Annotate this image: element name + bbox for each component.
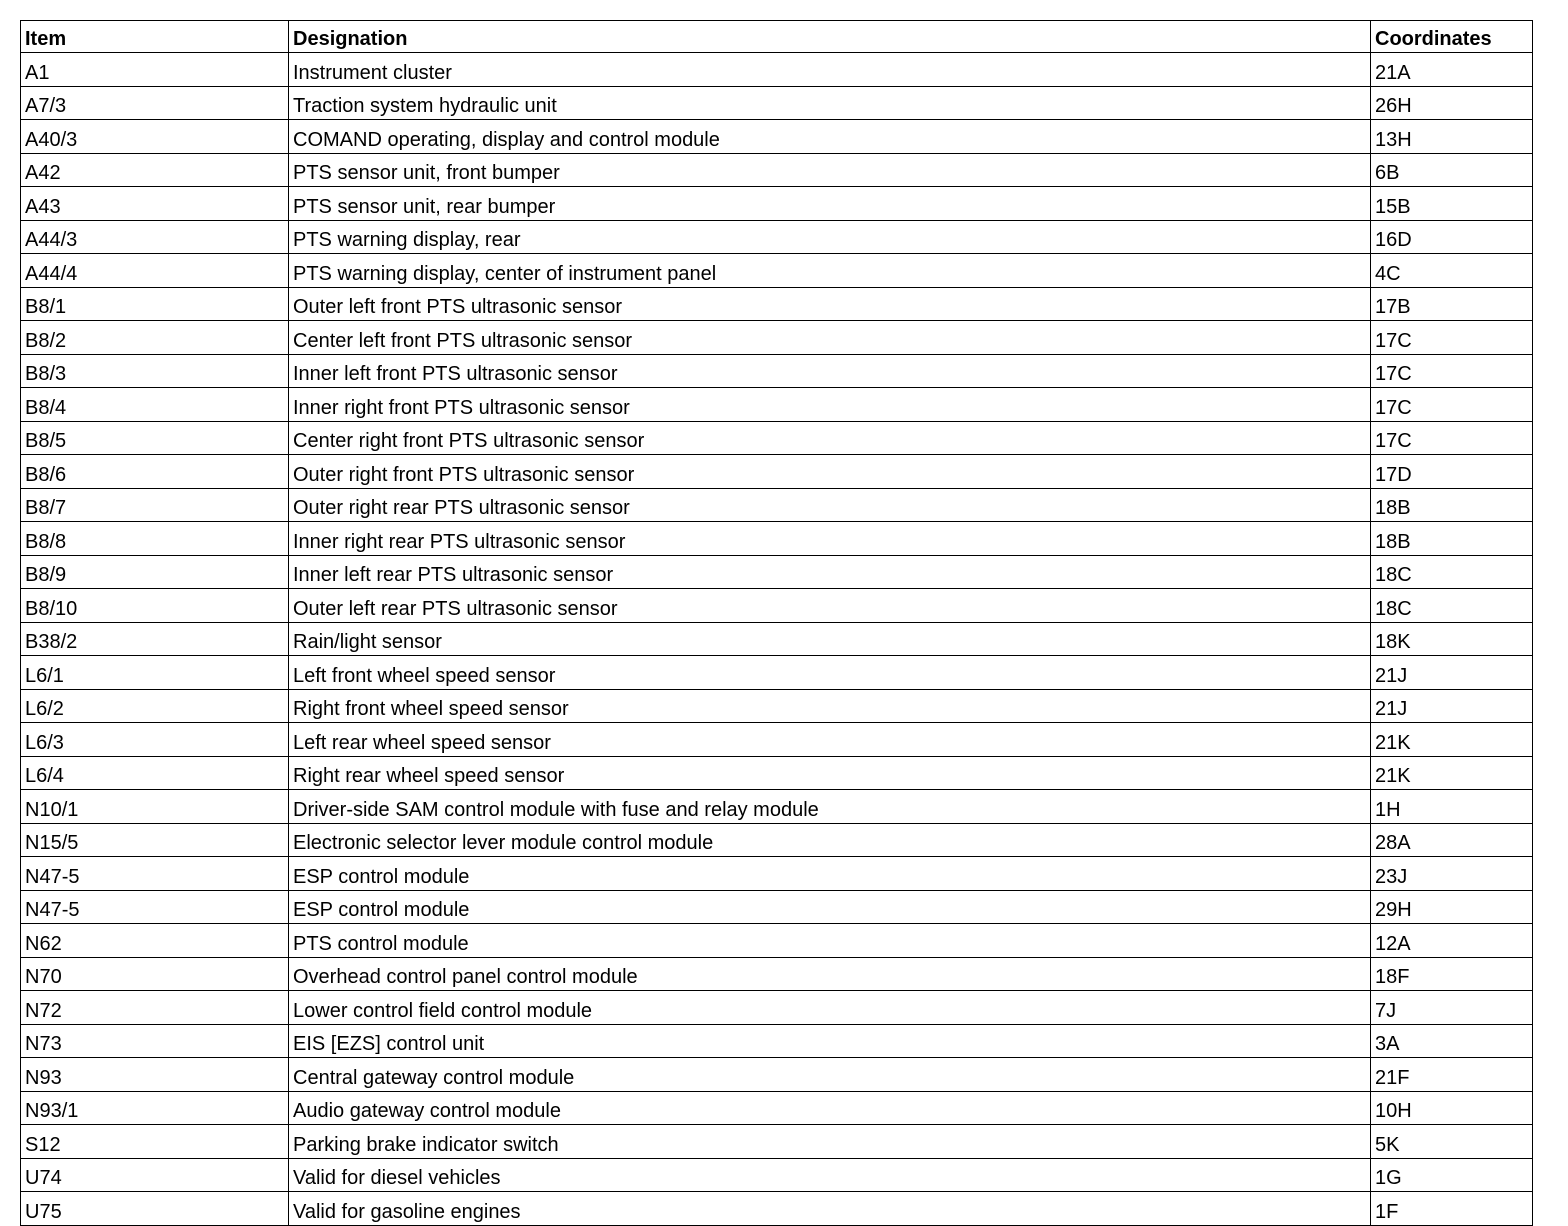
cell-item: N47-5 bbox=[21, 890, 289, 924]
cell-item: N93 bbox=[21, 1058, 289, 1092]
cell-coordinates: 1F bbox=[1371, 1192, 1533, 1226]
table-row bbox=[21, 1125, 1533, 1159]
table-row bbox=[21, 187, 1533, 221]
cell-item: B8/6 bbox=[21, 455, 289, 489]
cell-item: B8/2 bbox=[21, 321, 289, 355]
table-row bbox=[21, 555, 1533, 589]
cell-coordinates: 21J bbox=[1371, 689, 1533, 723]
cell-item: A44/4 bbox=[21, 254, 289, 288]
table-row bbox=[21, 153, 1533, 187]
cell-designation: Inner left rear PTS ultrasonic sensor bbox=[289, 555, 1371, 589]
cell-designation: PTS sensor unit, rear bumper bbox=[289, 187, 1371, 221]
cell-coordinates: 10H bbox=[1371, 1091, 1533, 1125]
cell-designation: Right rear wheel speed sensor bbox=[289, 756, 1371, 790]
cell-designation: Lower control field control module bbox=[289, 991, 1371, 1025]
cell-coordinates: 1G bbox=[1371, 1158, 1533, 1192]
cell-item: B8/8 bbox=[21, 522, 289, 556]
table-row bbox=[21, 957, 1533, 991]
cell-item: B8/4 bbox=[21, 388, 289, 422]
cell-item: A1 bbox=[21, 53, 289, 87]
table-row bbox=[21, 622, 1533, 656]
header-item: Item bbox=[21, 21, 289, 53]
cell-designation: Valid for diesel vehicles bbox=[289, 1158, 1371, 1192]
cell-designation: Outer right front PTS ultrasonic sensor bbox=[289, 455, 1371, 489]
table-row bbox=[21, 1158, 1533, 1192]
table-row bbox=[21, 522, 1533, 556]
table-row bbox=[21, 924, 1533, 958]
cell-coordinates: 1H bbox=[1371, 790, 1533, 824]
table-row bbox=[21, 321, 1533, 355]
cell-coordinates: 12A bbox=[1371, 924, 1533, 958]
cell-coordinates: 21K bbox=[1371, 756, 1533, 790]
cell-designation: Outer left front PTS ultrasonic sensor bbox=[289, 287, 1371, 321]
cell-item: L6/1 bbox=[21, 656, 289, 690]
cell-designation: PTS sensor unit, front bumper bbox=[289, 153, 1371, 187]
cell-item: B38/2 bbox=[21, 622, 289, 656]
cell-designation: EIS [EZS] control unit bbox=[289, 1024, 1371, 1058]
cell-designation: Outer right rear PTS ultrasonic sensor bbox=[289, 488, 1371, 522]
cell-designation: Center right front PTS ultrasonic sensor bbox=[289, 421, 1371, 455]
table-row bbox=[21, 220, 1533, 254]
cell-coordinates: 29H bbox=[1371, 890, 1533, 924]
cell-designation: ESP control module bbox=[289, 890, 1371, 924]
cell-designation: Center left front PTS ultrasonic sensor bbox=[289, 321, 1371, 355]
cell-coordinates: 6B bbox=[1371, 153, 1533, 187]
cell-item: B8/7 bbox=[21, 488, 289, 522]
cell-item: A7/3 bbox=[21, 86, 289, 120]
cell-coordinates: 23J bbox=[1371, 857, 1533, 891]
header-designation: Designation bbox=[289, 21, 1371, 53]
cell-item: A44/3 bbox=[21, 220, 289, 254]
cell-item: U74 bbox=[21, 1158, 289, 1192]
cell-coordinates: 17C bbox=[1371, 421, 1533, 455]
cell-designation: PTS warning display, center of instrument panel bbox=[289, 254, 1371, 288]
cell-designation: Inner right front PTS ultrasonic sensor bbox=[289, 388, 1371, 422]
table-body bbox=[21, 53, 1533, 1226]
cell-coordinates: 18K bbox=[1371, 622, 1533, 656]
cell-item: B8/3 bbox=[21, 354, 289, 388]
cell-coordinates: 5K bbox=[1371, 1125, 1533, 1159]
cell-coordinates: 16D bbox=[1371, 220, 1533, 254]
cell-coordinates: 21K bbox=[1371, 723, 1533, 757]
cell-coordinates: 17B bbox=[1371, 287, 1533, 321]
table-row bbox=[21, 589, 1533, 623]
table-row bbox=[21, 991, 1533, 1025]
cell-coordinates: 26H bbox=[1371, 86, 1533, 120]
cell-item: N73 bbox=[21, 1024, 289, 1058]
cell-coordinates: 21J bbox=[1371, 656, 1533, 690]
cell-designation: PTS warning display, rear bbox=[289, 220, 1371, 254]
cell-coordinates: 17C bbox=[1371, 321, 1533, 355]
cell-designation: Parking brake indicator switch bbox=[289, 1125, 1371, 1159]
cell-coordinates: 15B bbox=[1371, 187, 1533, 221]
table-row bbox=[21, 823, 1533, 857]
cell-item: L6/2 bbox=[21, 689, 289, 723]
table-row bbox=[21, 421, 1533, 455]
table-row bbox=[21, 388, 1533, 422]
cell-item: B8/10 bbox=[21, 589, 289, 623]
cell-designation: Rain/light sensor bbox=[289, 622, 1371, 656]
cell-item: B8/9 bbox=[21, 555, 289, 589]
cell-item: N62 bbox=[21, 924, 289, 958]
component-legend-table bbox=[20, 20, 1533, 1226]
table-row bbox=[21, 354, 1533, 388]
table-row bbox=[21, 1192, 1533, 1226]
cell-designation: Central gateway control module bbox=[289, 1058, 1371, 1092]
table-row bbox=[21, 86, 1533, 120]
cell-coordinates: 18B bbox=[1371, 488, 1533, 522]
cell-coordinates: 13H bbox=[1371, 120, 1533, 154]
cell-item: L6/3 bbox=[21, 723, 289, 757]
table-row bbox=[21, 488, 1533, 522]
cell-coordinates: 17C bbox=[1371, 354, 1533, 388]
table-row bbox=[21, 120, 1533, 154]
cell-item: A40/3 bbox=[21, 120, 289, 154]
cell-item: L6/4 bbox=[21, 756, 289, 790]
table-row bbox=[21, 857, 1533, 891]
table-row bbox=[21, 656, 1533, 690]
cell-designation: Left front wheel speed sensor bbox=[289, 656, 1371, 690]
cell-coordinates: 28A bbox=[1371, 823, 1533, 857]
cell-item: N15/5 bbox=[21, 823, 289, 857]
cell-designation: Traction system hydraulic unit bbox=[289, 86, 1371, 120]
cell-coordinates: 18C bbox=[1371, 555, 1533, 589]
cell-coordinates: 3A bbox=[1371, 1024, 1533, 1058]
cell-designation: Electronic selector lever module control module bbox=[289, 823, 1371, 857]
table-row bbox=[21, 455, 1533, 489]
cell-item: N93/1 bbox=[21, 1091, 289, 1125]
cell-item: A42 bbox=[21, 153, 289, 187]
cell-designation: Inner left front PTS ultrasonic sensor bbox=[289, 354, 1371, 388]
cell-coordinates: 18F bbox=[1371, 957, 1533, 991]
cell-coordinates: 21F bbox=[1371, 1058, 1533, 1092]
table-row bbox=[21, 689, 1533, 723]
cell-item: N72 bbox=[21, 991, 289, 1025]
table-row bbox=[21, 1058, 1533, 1092]
cell-item: U75 bbox=[21, 1192, 289, 1226]
cell-coordinates: 17D bbox=[1371, 455, 1533, 489]
cell-designation: Valid for gasoline engines bbox=[289, 1192, 1371, 1226]
cell-designation: Right front wheel speed sensor bbox=[289, 689, 1371, 723]
cell-coordinates: 18B bbox=[1371, 522, 1533, 556]
cell-item: N70 bbox=[21, 957, 289, 991]
cell-coordinates: 18C bbox=[1371, 589, 1533, 623]
cell-coordinates: 21A bbox=[1371, 53, 1533, 87]
table-row bbox=[21, 1024, 1533, 1058]
cell-item: B8/5 bbox=[21, 421, 289, 455]
cell-designation: Instrument cluster bbox=[289, 53, 1371, 87]
table-row bbox=[21, 1091, 1533, 1125]
table-row bbox=[21, 53, 1533, 87]
cell-item: B8/1 bbox=[21, 287, 289, 321]
cell-coordinates: 17C bbox=[1371, 388, 1533, 422]
table-header-row bbox=[21, 21, 1533, 53]
header-coordinates: Coordinates bbox=[1371, 21, 1533, 53]
table-row bbox=[21, 790, 1533, 824]
cell-designation: PTS control module bbox=[289, 924, 1371, 958]
table-row bbox=[21, 756, 1533, 790]
cell-item: S12 bbox=[21, 1125, 289, 1159]
cell-designation: ESP control module bbox=[289, 857, 1371, 891]
cell-item: N10/1 bbox=[21, 790, 289, 824]
cell-designation: Left rear wheel speed sensor bbox=[289, 723, 1371, 757]
cell-designation: Overhead control panel control module bbox=[289, 957, 1371, 991]
cell-designation: COMAND operating, display and control module bbox=[289, 120, 1371, 154]
table-row bbox=[21, 254, 1533, 288]
cell-designation: Driver-side SAM control module with fuse and relay module bbox=[289, 790, 1371, 824]
table-row bbox=[21, 287, 1533, 321]
table-row bbox=[21, 890, 1533, 924]
cell-coordinates: 4C bbox=[1371, 254, 1533, 288]
cell-coordinates: 7J bbox=[1371, 991, 1533, 1025]
table-row bbox=[21, 723, 1533, 757]
cell-designation: Audio gateway control module bbox=[289, 1091, 1371, 1125]
cell-designation: Outer left rear PTS ultrasonic sensor bbox=[289, 589, 1371, 623]
cell-designation: Inner right rear PTS ultrasonic sensor bbox=[289, 522, 1371, 556]
cell-item: A43 bbox=[21, 187, 289, 221]
cell-item: N47-5 bbox=[21, 857, 289, 891]
